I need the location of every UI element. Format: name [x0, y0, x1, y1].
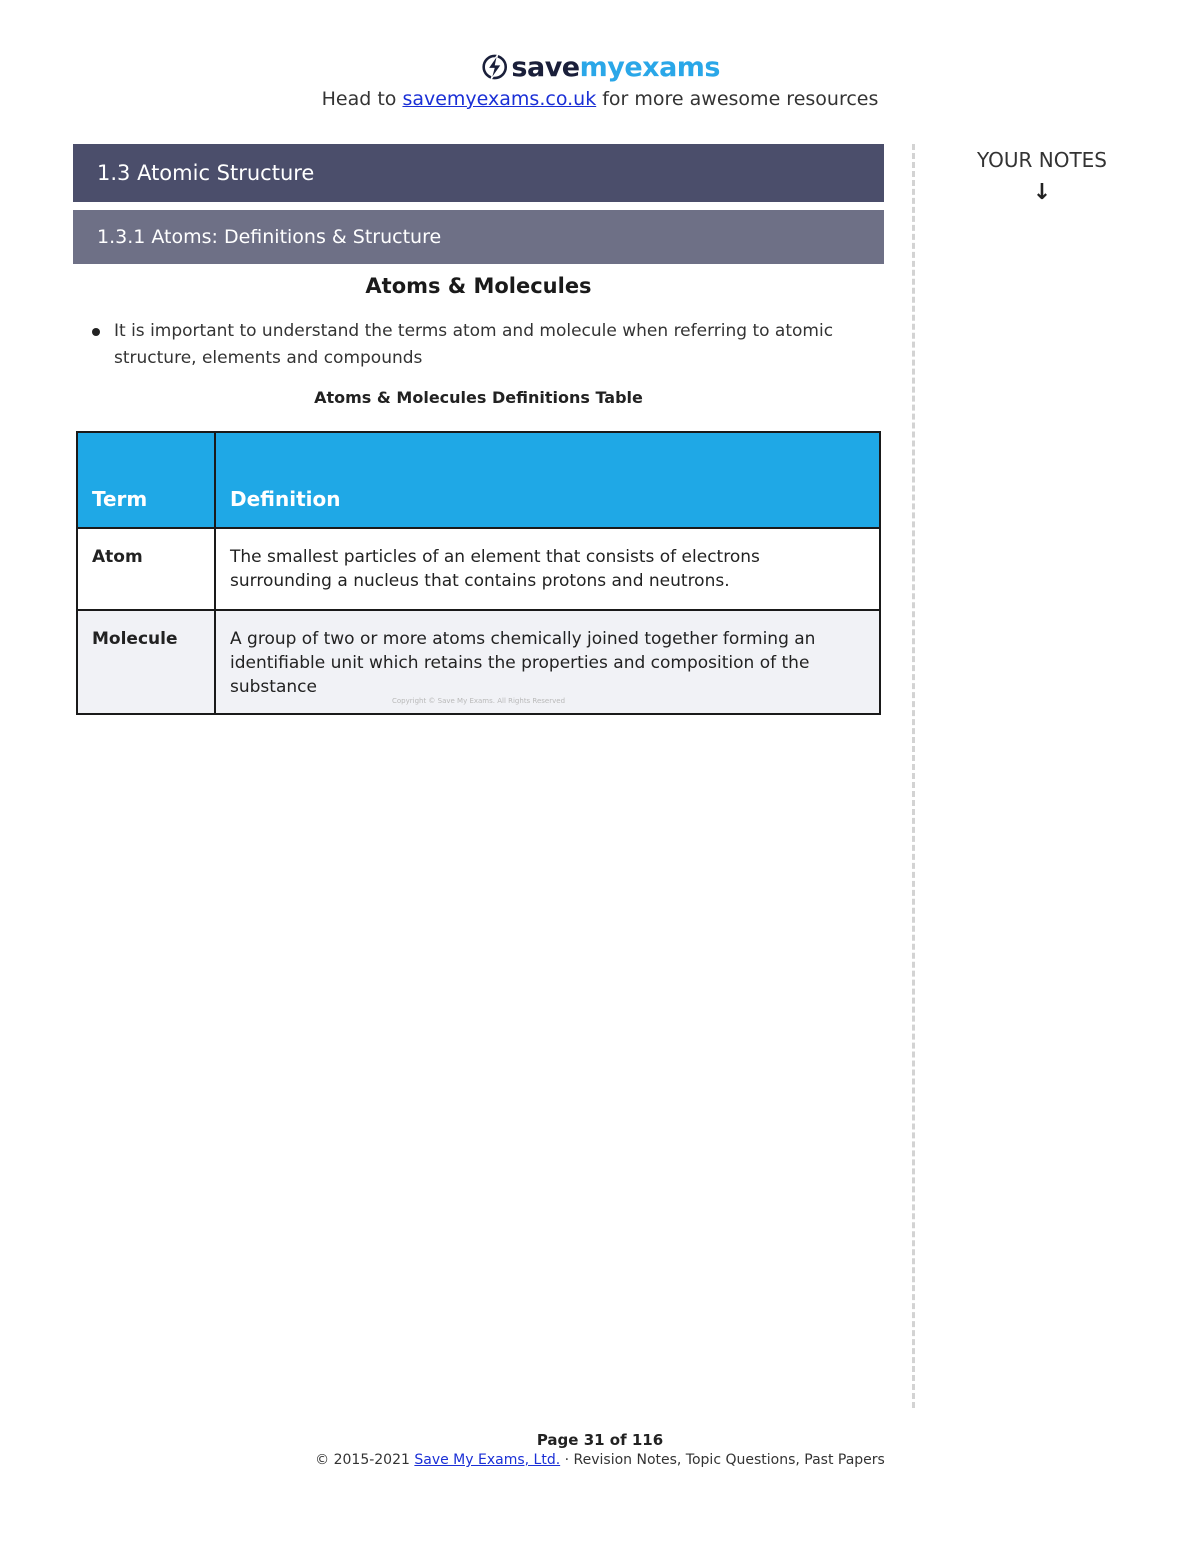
save-my-exams-logo	[480, 46, 720, 88]
term-cell: Molecule	[77, 610, 215, 714]
table-row	[77, 528, 880, 610]
arrow-down-icon: ↓	[1032, 180, 1052, 205]
footer-tagline: · Revision Notes, Topic Questions, Past Papers	[560, 1452, 885, 1468]
page-number: Page 31 of 116	[536, 1431, 664, 1449]
site-link[interactable]: savemyexams.co.uk	[402, 88, 597, 110]
term-cell: Atom	[77, 528, 215, 610]
intro-suffix: for more awesome resources	[596, 88, 879, 110]
header-term: Term	[77, 432, 215, 528]
your-notes-label: YOUR NOTES	[976, 148, 1107, 172]
bullet-dot-icon	[92, 328, 100, 336]
header-intro	[0, 88, 1200, 110]
section-title: 1.3 Atomic Structure	[73, 144, 884, 202]
definition-cell: The smallest particles of an element that consists of electrons surrounding a nucleus that contains protons and neutrons.	[215, 528, 880, 610]
lightning-bolt-icon	[480, 48, 509, 86]
notes-divider	[912, 144, 915, 1408]
logo-word-save: save	[511, 51, 580, 83]
header-definition: Definition	[215, 432, 880, 528]
table-caption: Atoms & Molecules Definitions Table	[314, 388, 643, 407]
definitions-table	[76, 431, 881, 715]
content-heading: Atoms & Molecules	[365, 274, 592, 298]
bullet-item	[92, 318, 872, 372]
table-header-row	[77, 432, 880, 528]
bullet-text: It is important to understand the terms atom and molecule when referring to atomic structure, elements and compounds	[114, 321, 834, 368]
logo-word-myexams: myexams	[579, 51, 720, 83]
definition-cell: A group of two or more atoms chemically joined together forming an identifiable unit which retains the properties and composition of the substance	[215, 610, 880, 714]
company-link[interactable]: Save My Exams, Ltd.	[414, 1452, 561, 1468]
footer-years: © 2015-2021	[315, 1452, 415, 1468]
footer	[0, 1452, 1200, 1468]
image-copyright: Copyright © Save My Exams. All Rights Reserved	[391, 697, 566, 705]
section-subtitle: 1.3.1 Atoms: Definitions & Structure	[73, 210, 884, 264]
intro-prefix: Head to	[321, 88, 403, 110]
